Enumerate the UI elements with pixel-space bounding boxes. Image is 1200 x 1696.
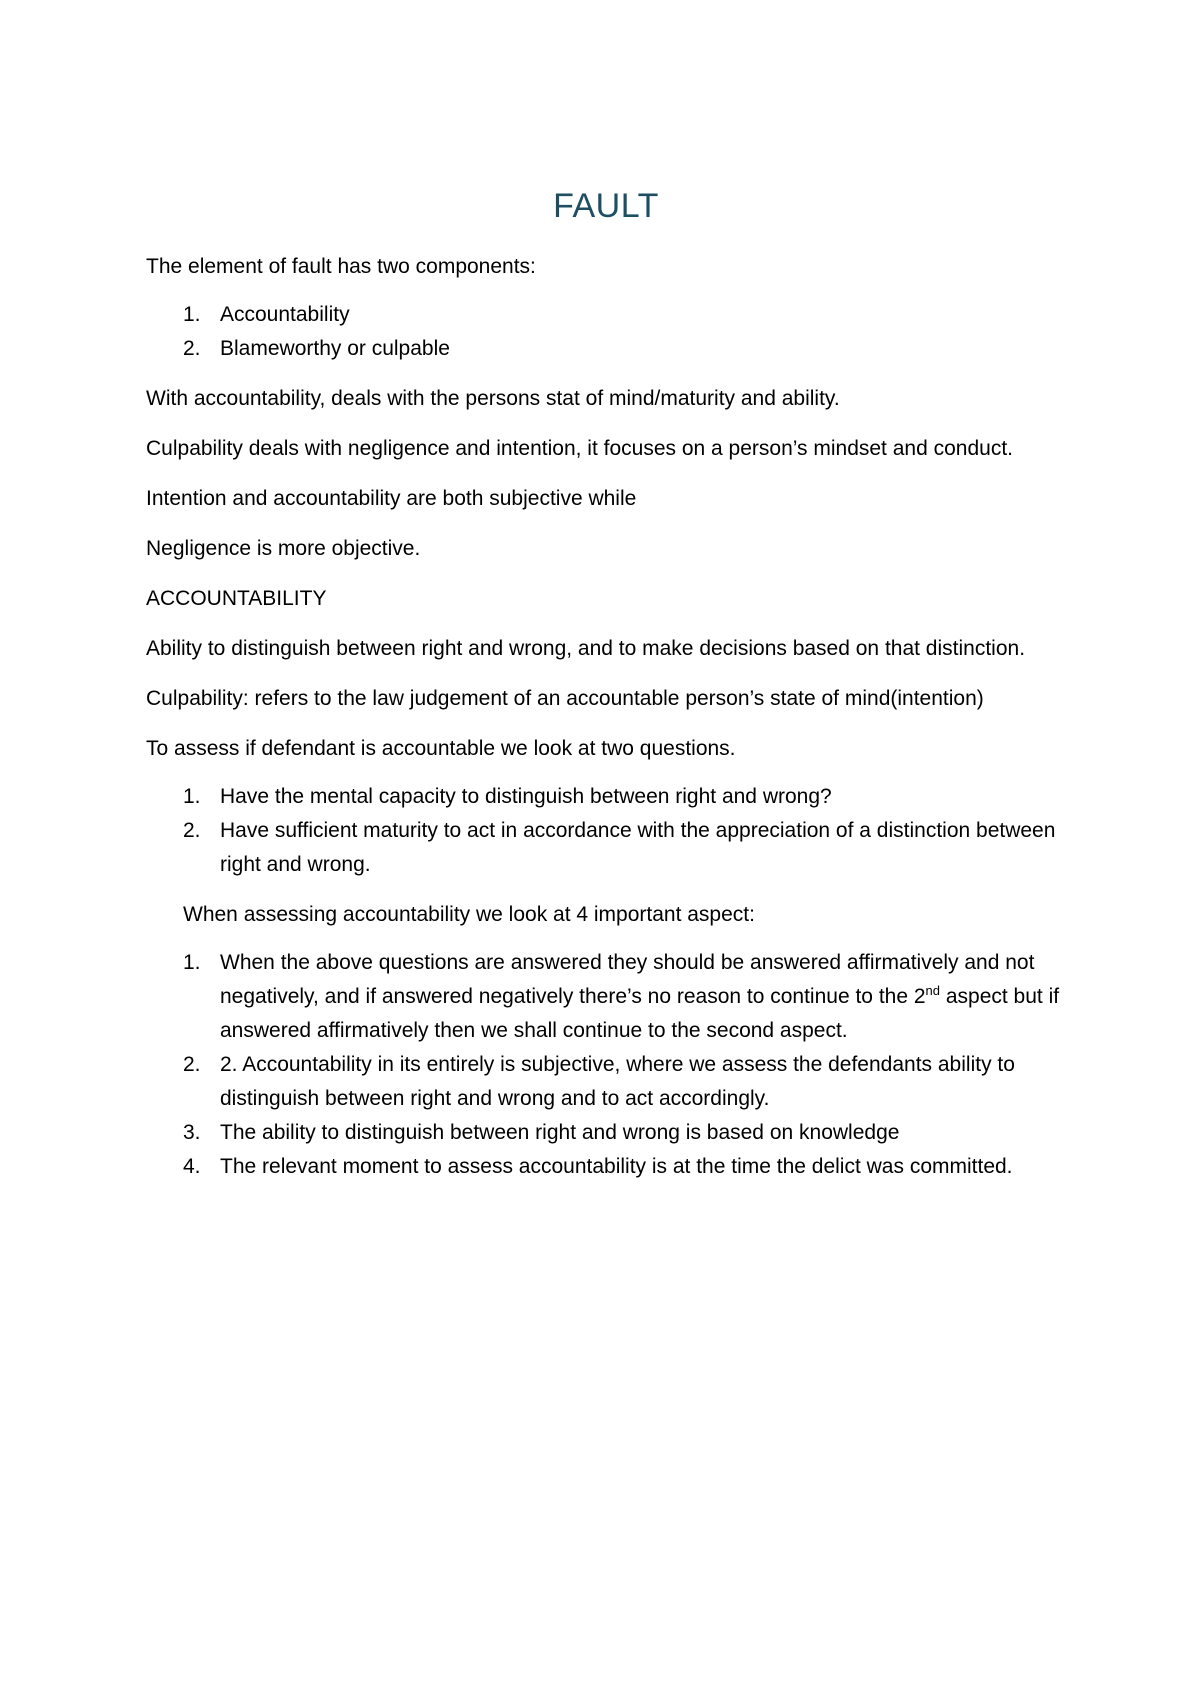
list-item <box>146 946 1066 1048</box>
intro-paragraph: The element of fault has two components: <box>146 255 536 278</box>
list-item <box>146 780 1066 814</box>
list-item-text: Have the mental capacity to distinguish between right and wrong? <box>220 785 832 808</box>
document-body <box>146 180 1066 1200</box>
list-number: 4. <box>183 1155 201 1178</box>
list-item-text-part: aspect but if answered affirmatively then we shall continue to the second aspect. <box>220 985 1060 1042</box>
list-item-text: Accountability <box>220 303 350 326</box>
aspects-list <box>146 946 1066 1184</box>
assess-paragraph: To assess if defendant is accountable we look at two questions. <box>146 737 736 760</box>
list-number: 1. <box>183 303 201 326</box>
list-item-text: 2. Accountability in its entirely is subjective, where we assess the defendants ability to distinguish between right and wrong and to act accordingly. <box>220 1053 1015 1110</box>
ability-paragraph: Ability to distinguish between right and wrong, and to make decisions based on that distinction. <box>146 637 1026 660</box>
list-number: 1. <box>183 785 201 808</box>
list-item <box>146 298 1066 332</box>
components-list <box>146 298 1066 366</box>
ordinal-superscript: nd <box>925 983 940 998</box>
document-title: FAULT <box>553 187 659 225</box>
list-item <box>146 1116 1066 1150</box>
subjective-paragraph: Intention and accountability are both subjective while <box>146 487 637 510</box>
list-number: 2. <box>183 337 201 360</box>
list-number: 2. <box>183 819 201 842</box>
culpability-paragraph: Culpability deals with negligence and intention, it focuses on a person’s mindset and conduct. <box>146 437 1013 460</box>
list-item <box>146 332 1066 366</box>
objective-paragraph: Negligence is more objective. <box>146 537 421 560</box>
list-item-text: The relevant moment to assess accountability is at the time the delict was committed. <box>220 1155 1013 1178</box>
list-number: 1. <box>183 951 201 974</box>
list-number: 2. <box>183 1053 201 1076</box>
questions-list <box>146 780 1066 882</box>
list-item <box>146 1048 1066 1116</box>
list-item <box>146 814 1066 882</box>
list-item <box>146 1150 1066 1184</box>
accountability-paragraph: With accountability, deals with the persons stat of mind/maturity and ability. <box>146 387 840 410</box>
section-heading: ACCOUNTABILITY <box>146 587 327 610</box>
list-item-text-part: When the above questions are answered they should be answered affirmatively and not negatively, and if answered negatively there’s no reason to continue to the 2 <box>220 951 1035 1008</box>
list-item-text: Blameworthy or culpable <box>220 337 450 360</box>
culpability-definition-paragraph: Culpability: refers to the law judgement of an accountable person’s state of mind(intention) <box>146 687 984 710</box>
list-item-text: The ability to distinguish between right and wrong is based on knowledge <box>220 1121 900 1144</box>
aspects-paragraph: When assessing accountability we look at 4 important aspect: <box>183 903 755 926</box>
list-item-text <box>220 951 1059 1042</box>
list-number: 3. <box>183 1121 201 1144</box>
list-item-text: Have sufficient maturity to act in accordance with the appreciation of a distinction between right and wrong. <box>220 819 1056 876</box>
